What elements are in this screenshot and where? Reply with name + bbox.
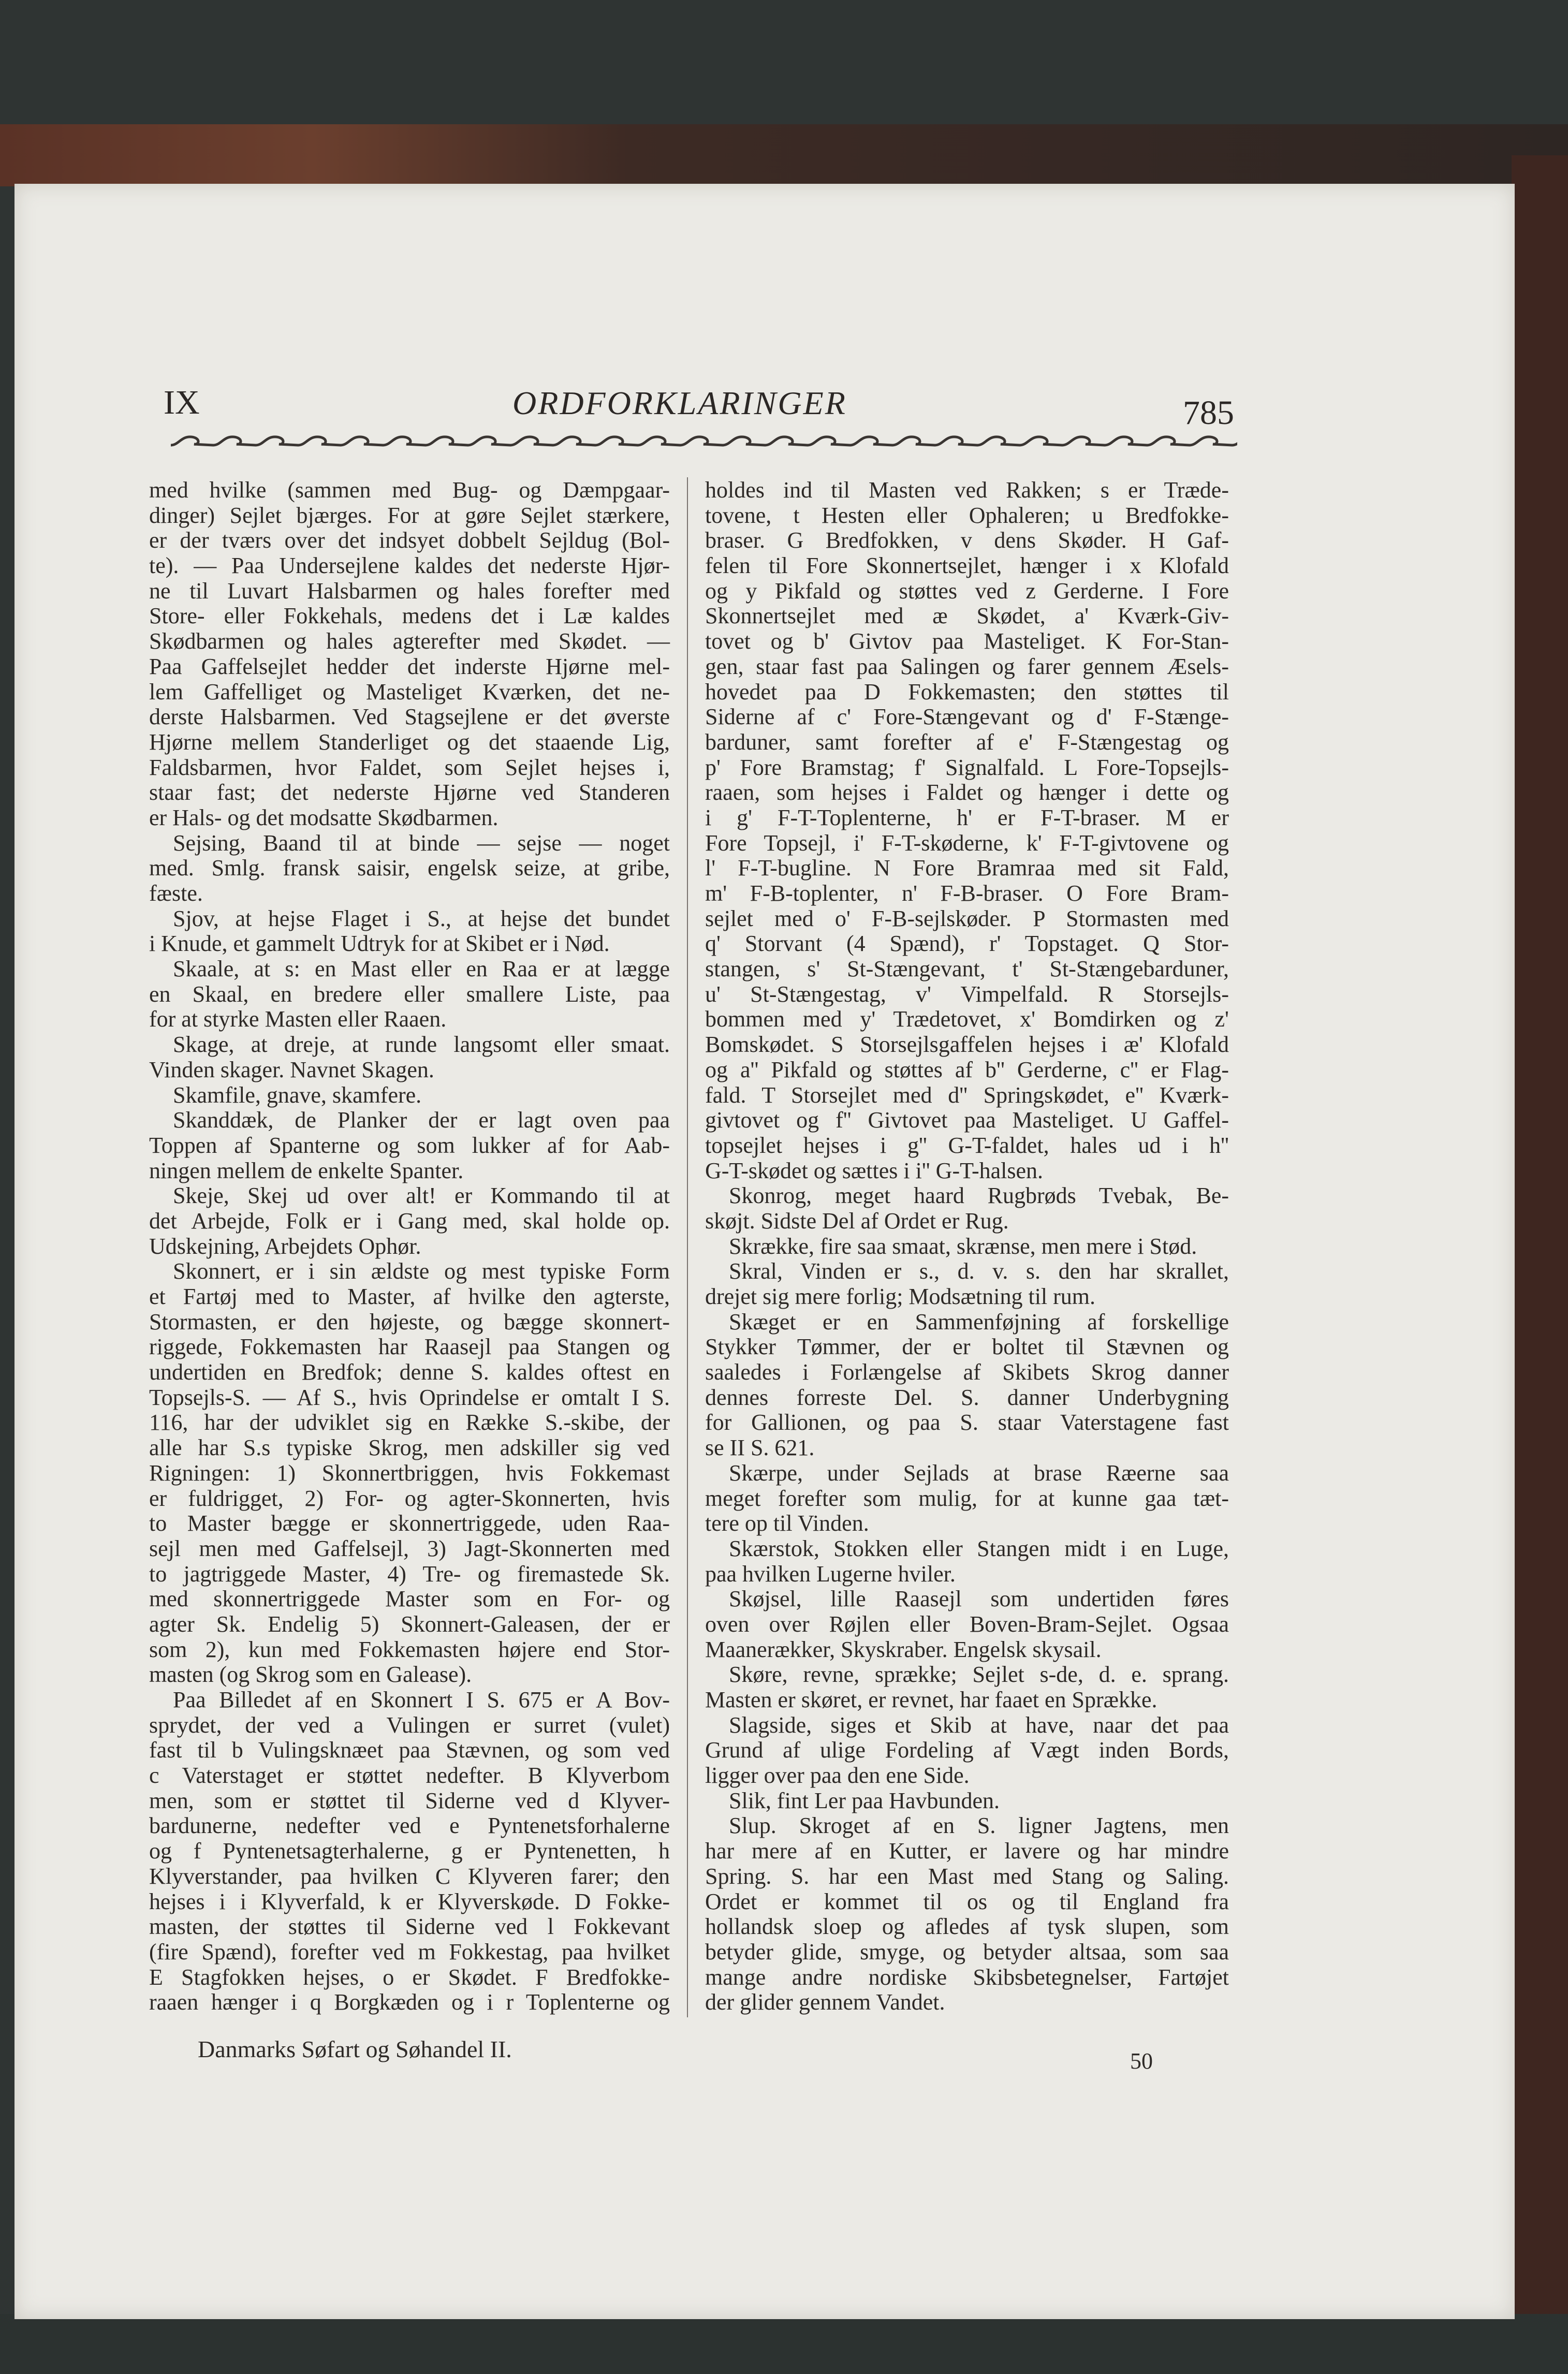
text-line: Skonnert, er i sin ældste og mest typiske Form [173,1258,670,1284]
text-line: Paa Billedet af en Skonnert I S. 675 er A Bov- [173,1687,670,1712]
text-line: har mere af en Kutter, er lavere og har mindre [705,1838,1229,1864]
text-line: Skæget er en Sammenføjning af forskellige [729,1309,1229,1335]
text-line: Hjørne mellem Standerliget og det staaende Lig, [149,729,670,755]
text-line: Slagside, siges et Skib at have, naar det paa [729,1712,1229,1738]
text-line: der glider gennem Vandet. [705,1989,945,2015]
text-line: se II S. 621. [705,1435,815,1461]
text-line: stangen, s' St-Stængevant, t' St-Stængebarduner, [705,956,1229,982]
text-line: for at styrke Masten eller Raaen. [149,1006,447,1032]
text-line: som 2), kun med Fokkemasten højere end Stor- [149,1636,670,1662]
text-line: Bomskødet. S Storsejlsgaffelen hejses i æ' Klofald [705,1032,1229,1058]
text-line: gen, staar fast paa Salingen og farer gennem Æsels- [705,653,1229,679]
text-line: sejl men med Gaffelsejl, 3) Jagt-Skonnerten med [149,1535,670,1561]
text-line: bommen med y' Trædetovet, x' Bomdirken og z' [705,1006,1229,1032]
text-line: Skamfile, gnave, skamfere. [173,1082,422,1108]
text-line: Skonnertsejlet med æ Skødet, a' Kværk-Giv- [705,603,1229,629]
text-line: Spring. S. har een Mast med Stang og Saling. [705,1863,1229,1889]
text-line: sprydet, der ved a Vulingen er surret (vulet) [149,1712,670,1738]
text-line: hovedet paa D Fokkemasten; den støttes til [705,679,1229,705]
right-text-column [705,478,1229,2015]
text-line: Skødbarmen og hales agterefter med Skødet. — [149,628,670,654]
text-line: riggede, Fokkemasten har Raasejl paa Stangen og [149,1334,670,1360]
text-line: alle har S.s typiske Skrog, men adskiller sig ved [149,1435,670,1461]
text-line: er fuldrigget, 2) For- og agter-Skonnerten, hvis [149,1485,670,1511]
text-line: er Hals- og det modsatte Skødbarmen. [149,804,499,830]
text-line: Stykker Tømmer, der er boltet til Stævnen og [705,1334,1229,1360]
text-line: tere op til Vinden. [705,1511,869,1536]
text-line: i Knude, et gammelt Udtryk for at Skibet er i Nød. [149,931,610,957]
text-line: topsejlet hejses i g'' G-T-faldet, hales ud i h'' [705,1132,1229,1158]
page-number: 785 [1183,394,1234,432]
text-line: Paa Gaffelsejlet hedder det inderste Hjørne mel- [149,653,670,679]
text-line: hollandsk sloep og afledes af tysk slupen, som [705,1914,1229,1940]
running-title: ORDFORKLARINGER [512,385,847,421]
text-line: fæste. [149,881,203,906]
text-line: for Gallionen, og paa S. staar Vaterstagene fast [705,1410,1229,1435]
text-line: to jagtriggede Master, 4) Tre- og firemastede Sk. [149,1561,670,1587]
text-line: i g' F-T-Toplenterne, h' er F-T-braser. M er [705,804,1229,830]
text-line: te). — Paa Undersejlene kaldes det nederste Hjør- [149,553,670,579]
text-line: Skonrog, meget haard Rugbrøds Tvebak, Be- [729,1183,1229,1209]
text-line: E Stagfokken hejses, o er Skødet. F Bredfokke- [149,1964,670,1990]
text-line: l' F-T-bugline. N Fore Bramraa med sit Fald, [705,855,1229,881]
sheet-number: 50 [1130,2048,1153,2074]
text-line: staar fast; det nederste Hjørne ved Standeren [149,780,670,805]
text-line: Skeje, Skej ud over alt! er Kommando til at [173,1183,670,1209]
text-line: skøjt. Sidste Del af Ordet er Rug. [705,1208,1009,1234]
text-line: Rigningen: 1) Skonnertbriggen, hvis Fokkemast [149,1460,670,1486]
text-line: Skærpe, under Sejlads at brase Ræerne saa [729,1460,1229,1486]
text-line: Sejsing, Baand til at binde — sejse — noget [173,830,670,856]
book-cover-top-edge [0,124,1568,186]
text-line: Ordet er kommet til os og til England fra [705,1888,1229,1914]
scanner-background [0,2314,1568,2374]
text-line: Klyverstander, paa hvilken C Klyveren farer; den [149,1863,670,1889]
text-line: og a'' Pikfald og støttes af b'' Gerderne, c'' er Flag- [705,1057,1229,1082]
text-line: med skonnertriggede Master som en For- og [149,1586,670,1612]
text-line: undertiden en Bredfok; denne S. kaldes oftest en [149,1359,670,1385]
text-line: det Arbejde, Folk er i Gang med, skal holde op. [149,1208,670,1234]
text-line: men, som er støttet til Siderne ved d Klyver- [149,1787,670,1813]
text-line: givtovet og f'' Givtovet paa Masteliget. U Gaffel- [705,1107,1229,1133]
text-line: dennes forreste Del. S. danner Underbygning [705,1384,1229,1410]
text-line: braser. G Bredfokken, v dens Skøder. H Gaf- [705,527,1229,553]
text-line: sejlet med o' F-B-sejlskøder. P Stormasten med [705,905,1229,931]
text-line: og f Pyntenetsagterhalerne, g er Pyntenetten, h [149,1838,670,1864]
text-line: ligger over paa den ene Side. [705,1763,970,1789]
text-line: fald. T Storsejlet med d'' Springskødet, e'' Kværk- [705,1082,1229,1108]
text-line: og y Pikfald og støttes ved z Gerderne. I Fore [705,578,1229,604]
text-line: 116, har der udviklet sig en Række S.-skibe, der [149,1410,670,1435]
text-line: derste Halsbarmen. Ved Stagsejlene er det øverste [149,704,670,730]
text-line: Skøjsel, lille Raasejl som undertiden føres [729,1586,1229,1612]
text-line: barduner, samt forefter af e' F-Stængestag og [705,729,1229,755]
text-line: tovene, t Hesten eller Ophaleren; u Bredfokke- [705,502,1229,528]
text-line: c Vaterstaget er støttet nedefter. B Klyverbom [149,1763,670,1789]
text-line: oven over Røjlen eller Boven-Bram-Sejlet. Ogsaa [705,1611,1229,1637]
text-line: u' St-Stængestag, v' Vimpelfald. R Storsejls- [705,981,1229,1007]
text-line: (fire Spænd), forefter ved m Fokkestag, paa hvilket [149,1939,670,1965]
text-line: dinger) Sejlet bjærges. For at gøre Sejlet stærkere, [149,502,670,528]
text-line: Fore Topsejl, i' F-T-skøderne, k' F-T-givtovene og [705,830,1229,856]
book-cover-right-edge [1512,155,1568,2345]
text-line: Slik, fint Ler paa Havbunden. [729,1787,1000,1813]
text-line: Toppen af Spanterne og som lukker af for Aab- [149,1132,670,1158]
text-line: Siderne af c' Fore-Stængevant og d' F-Stænge- [705,704,1229,730]
text-line: mange andre nordiske Skibsbetegnelser, Fartøjet [705,1964,1229,1990]
text-line: lem Gaffelliget og Masteliget Kværken, det ne- [149,679,670,705]
text-line: tovet og b' Givtov paa Masteliget. K For-Stan- [705,628,1229,654]
text-line: Sjov, at hejse Flaget i S., at hejse det bundet [173,905,670,931]
text-line: m' F-B-toplenter, n' F-B-braser. O Fore Bram- [705,881,1229,906]
left-text-column [149,478,670,2015]
text-line: Skage, at dreje, at runde langsomt eller smaat. [173,1032,670,1058]
text-line: Skral, Vinden er s., d. v. s. den har skrallet, [729,1258,1229,1284]
text-line: Topsejls-S. — Af S., hvis Oprindelse er omtalt I S. [149,1384,670,1410]
text-line: Store- eller Fokkehals, medens det i Læ kaldes [149,603,670,629]
text-line: drejet sig mere forlig; Modsætning til rum. [705,1284,1096,1309]
text-line: masten (og Skrog som en Galease). [149,1662,472,1688]
signature-line: Danmarks Søfart og Søhandel II. [198,2036,512,2062]
text-line: q' Storvant (4 Spænd), r' Topstaget. Q Stor- [705,931,1229,957]
text-line: paa hvilken Lugerne hviler. [705,1561,956,1587]
text-line: raaen, som hejses i Faldet og hænger i dette og [705,780,1229,805]
text-line: betyder glide, smyge, og betyder altsaa, som saa [705,1939,1229,1965]
decorative-rule-ornament [171,434,1237,449]
column-divider [687,477,688,2017]
text-line: med. Smlg. fransk saisir, engelsk seize, at gribe, [149,855,670,881]
text-line: Stormasten, er den højeste, og bægge skonnert- [149,1309,670,1335]
text-line: to Master bægge er skonnertriggede, uden Raa- [149,1511,670,1536]
text-line: masten, der støttes til Siderne ved l Fokkevant [149,1914,670,1940]
text-line: Skaale, at s: en Mast eller en Raa er at lægge [173,956,670,982]
text-line: G-T-skødet og sættes i i'' G-T-halsen. [705,1157,1043,1183]
text-line: meget forefter som mulig, for at kunne gaa tæt- [705,1485,1229,1511]
text-line: felen til Fore Skonnertsejlet, hænger i x Klofald [705,553,1229,579]
text-line: fast til b Vulingsknæet paa Stævnen, og som ved [149,1737,670,1763]
text-line: er der tværs over det indsyet dobbelt Sejldug (Bol- [149,527,670,553]
text-line: Vinden skager. Navnet Skagen. [149,1057,434,1082]
text-line: Skanddæk, de Planker der er lagt oven paa [173,1107,670,1133]
text-line: Maanerækker, Skyskraber. Engelsk skysail. [705,1636,1102,1662]
text-line: agter Sk. Endelig 5) Skonnert-Galeasen, der er [149,1611,670,1637]
text-line: med hvilke (sammen med Bug- og Dæmpgaar- [149,477,670,503]
text-line: bardunerne, nedefter ved e Pyntenetsforhalerne [149,1813,670,1839]
text-line: Masten er skøret, er revnet, har faaet en Sprække. [705,1687,1157,1712]
text-line: Faldsbarmen, hvor Faldet, som Sejlet hejses i, [149,754,670,780]
text-line: hejses i i Klyverfald, k er Klyverskøde. D Fokke- [149,1888,670,1914]
text-line: en Skaal, en bredere eller smallere Liste, paa [149,981,670,1007]
text-line: Skærstok, Stokken eller Stangen midt i en Luge, [729,1535,1229,1561]
text-line: ne til Luvart Halsbarmen og hales forefter med [149,578,670,604]
text-line: Slup. Skroget af en S. ligner Jagtens, men [729,1813,1229,1839]
chapter-number: IX [164,384,200,421]
text-line: saaledes i Forlængelse af Skibets Skrog danner [705,1359,1229,1385]
text-line: Udskejning, Arbejdets Ophør. [149,1233,421,1259]
text-line: p' Fore Bramstag; f' Signalfald. L Fore-Topsejls- [705,754,1229,780]
text-line: ningen mellem de enkelte Spanter. [149,1157,464,1183]
text-line: Skrække, fire saa smaat, skrænse, men mere i Stød. [729,1233,1197,1259]
text-line: raaen hænger i q Borgkæden og i r Toplenterne og [149,1989,670,2015]
text-line: holdes ind til Masten ved Rakken; s er Træde- [705,477,1229,503]
text-line: Skøre, revne, sprække; Sejlet s-de, d. e. sprang. [729,1662,1229,1688]
text-line: Grund af ulige Fordeling af Vægt inden Bords, [705,1737,1229,1763]
text-line: et Fartøj med to Master, af hvilke den agterste, [149,1284,670,1309]
